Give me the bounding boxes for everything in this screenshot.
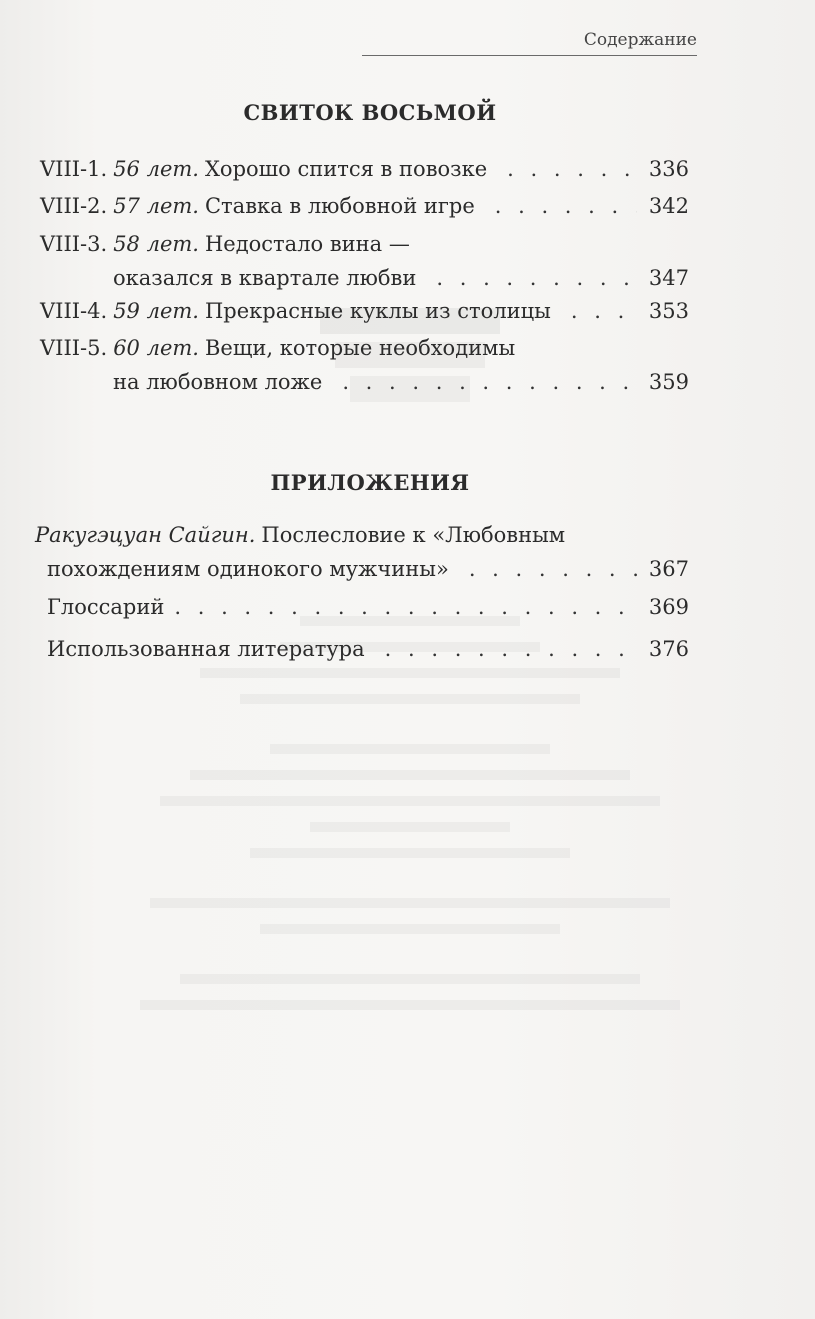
entry-page: 353 (648, 299, 689, 323)
section-title-appendices: ПРИЛОЖЕНИЯ (270, 470, 470, 495)
running-head: Содержание (583, 30, 697, 50)
entry-title: Недостало вина — (204, 232, 410, 256)
entry-title: Использованная литература (47, 637, 365, 661)
dot-leader (507, 152, 637, 186)
toc-entry-glossary[interactable] (47, 590, 689, 624)
entry-title: Ставка в любовной игре (204, 194, 475, 218)
entry-title: Глоссарий (47, 595, 165, 619)
toc-entry-viii-2[interactable] (40, 189, 689, 223)
dot-leader (385, 632, 637, 666)
toc-entry-viii-5[interactable] (40, 331, 689, 399)
entry-title: Вещи, которые необходимы (204, 336, 516, 360)
dot-leader (495, 189, 637, 223)
show-through-imprint (110, 600, 710, 1120)
entry-page: 369 (648, 595, 689, 619)
entry-number: VIII-4. (40, 299, 108, 323)
entry-number: VIII-3. (40, 232, 108, 256)
entry-page: 347 (648, 266, 689, 290)
dot-leader (174, 590, 637, 624)
toc-entry-viii-3[interactable] (40, 227, 689, 295)
entry-number: VIII-5. (40, 336, 108, 360)
dot-leader (469, 552, 637, 586)
dot-leader (342, 365, 637, 399)
entry-age: 56 лет. (113, 157, 199, 181)
toc-entry-viii-1[interactable] (40, 152, 689, 186)
running-head-rule (362, 55, 697, 56)
entry-age: 59 лет. (113, 299, 199, 323)
dot-leader (571, 294, 637, 328)
dot-leader (436, 261, 637, 295)
entry-number: VIII-2. (40, 194, 108, 218)
section-title-scroll-eight: СВИТОК ВОСЬМОЙ (243, 100, 497, 125)
entry-title: Послесловие к «Любовным (261, 523, 566, 547)
entry-age: 60 лет. (113, 336, 199, 360)
entry-number: VIII-1. (40, 157, 108, 181)
entry-author: Ракугэцуан Сайгин. (35, 523, 256, 547)
toc-entry-references[interactable] (47, 632, 689, 666)
entry-page: 359 (648, 370, 689, 394)
entry-title: Хорошо спится в повозке (204, 157, 488, 181)
entry-page: 367 (648, 557, 689, 581)
entry-title-continued: оказался в квартале любви (113, 266, 417, 290)
toc-entry-afterword[interactable] (35, 518, 689, 586)
toc-entry-viii-4[interactable] (40, 294, 689, 328)
entry-age: 57 лет. (113, 194, 199, 218)
entry-age: 58 лет. (113, 232, 199, 256)
entry-title-continued: похождениям одинокого мужчины» (47, 557, 449, 581)
entry-title-continued: на любовном ложе (113, 370, 323, 394)
entry-page: 376 (648, 637, 689, 661)
entry-page: 342 (648, 194, 689, 218)
entry-title: Прекрасные куклы из столицы (204, 299, 551, 323)
entry-page: 336 (648, 157, 689, 181)
